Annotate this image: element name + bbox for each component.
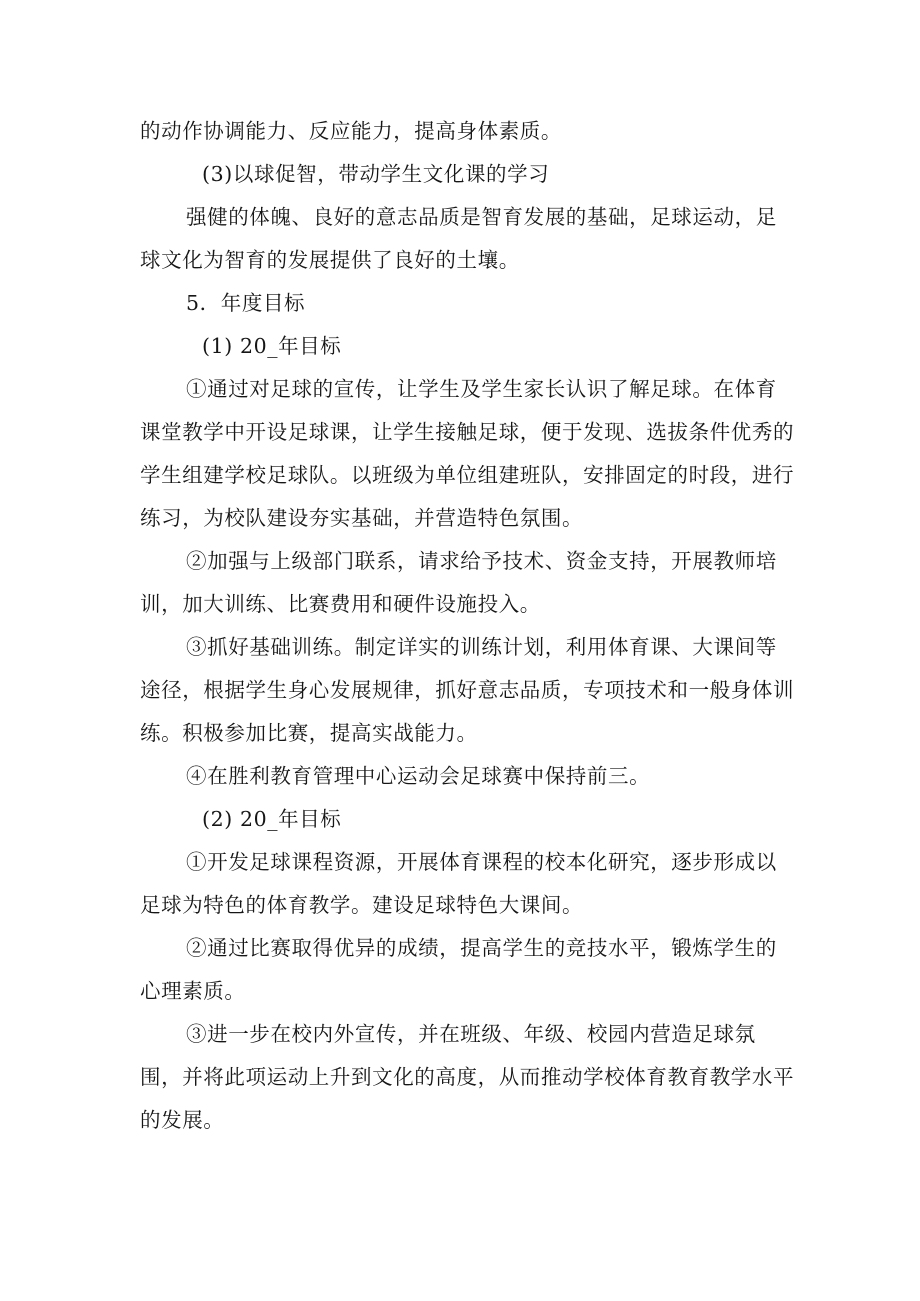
list-item: ①开发足球课程资源，开展体育课程的校本化研究，逐步形成以足球为特色的体育教学。建设足球特色大课间。 <box>140 850 777 917</box>
list-item: ③抓好基础训练。制定详实的训练计划，利用体育课、大课间等途径，根据学生身心发展规律，抓好意志品质，专项技术和一般身体训练。积极参加比赛，提高实战能力。 <box>140 635 795 745</box>
section-heading-5: 5．年度目标 <box>186 291 306 315</box>
list-item: ②通过比赛取得优异的成绩，提高学生的竞技水平，锻炼学生的心理素质。 <box>140 936 777 1003</box>
list-item: ④在胜利教育管理中心运动会足球赛中保持前三。 <box>186 764 651 788</box>
subheading-year-1: (1) 20_年目标 <box>202 334 342 358</box>
document-body <box>140 110 795 1142</box>
list-item: ③进一步在校内外宣传，并在班级、年级、校园内营造足球氛围，并将此项运动上升到文化的高度，从而推动学校体育教育教学水平的发展。 <box>140 1022 795 1132</box>
subheading-year-2: (2) 20_年目标 <box>202 807 342 831</box>
list-item: ②加强与上级部门联系，请求给予技术、资金支持，开展教师培训，加大训练、比赛费用和硬件设施投入。 <box>140 549 777 616</box>
list-item: ①通过对足球的宣传，让学生及学生家长认识了解足球。在体育课堂教学中开设足球课，让学生接触足球，便于发现、选拔条件优秀的学生组建学校足球队。以班级为单位组建班队，安排固定的时段，进行练习，为校队建设夯实基础，并营造特色氛围。 <box>140 377 795 530</box>
subheading-3: (3)以球促智，带动学生文化课的学习 <box>202 162 550 186</box>
paragraph: 强健的体魄、良好的意志品质是智育发展的基础，足球运动，足球文化为智育的发展提供了良好的土壤。 <box>140 205 777 272</box>
paragraph-continuation: 的动作协调能力、反应能力，提高身体素质。 <box>140 119 562 143</box>
